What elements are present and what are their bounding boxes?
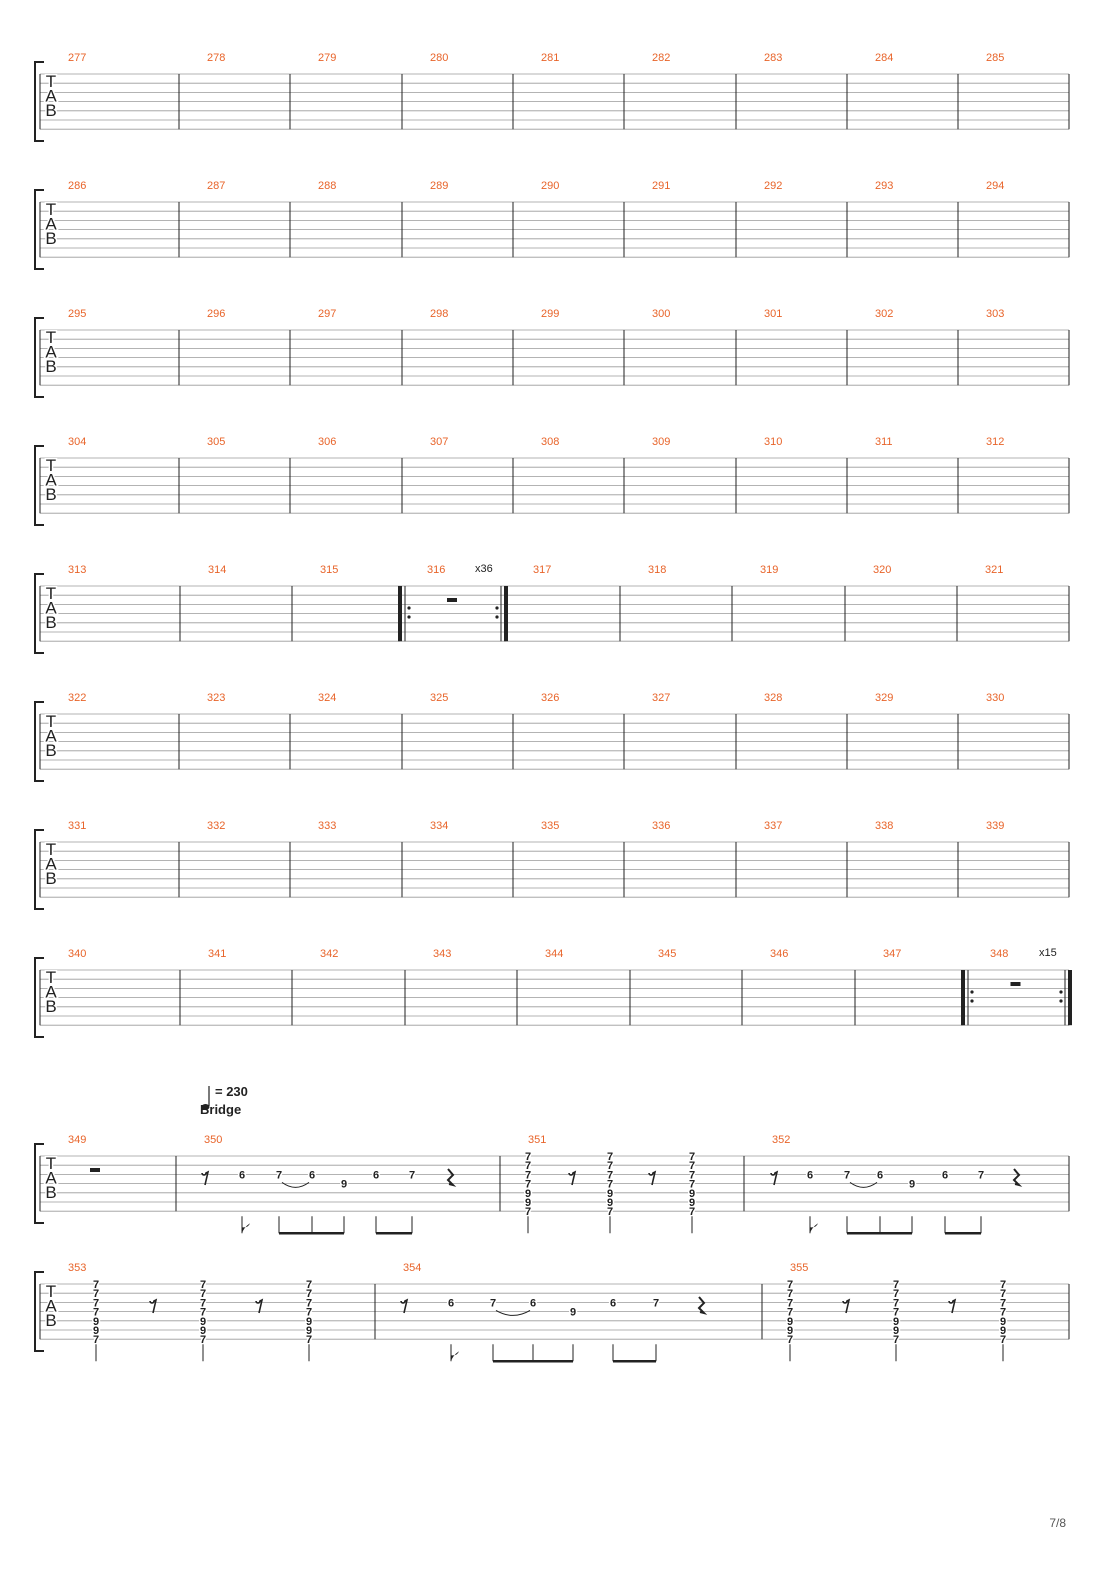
fret-number: 7 [786, 1288, 794, 1301]
measure-number: 330 [986, 692, 1005, 704]
fret-number: 7 [999, 1279, 1007, 1291]
fret-number: 7 [305, 1334, 313, 1347]
fret-number: 7 [408, 1169, 416, 1182]
eighth-rest [256, 1300, 262, 1313]
fret-number: 7 [688, 1178, 696, 1191]
repeat-start-thick-bar [398, 586, 402, 641]
repeat-dot [970, 999, 973, 1002]
fret-number: 6 [529, 1297, 537, 1310]
measure-number: 329 [875, 692, 894, 704]
measure-number: 354 [403, 1262, 422, 1274]
eighth-rest [202, 1172, 208, 1185]
measure-number: 286 [68, 180, 87, 192]
fret-number: 6 [941, 1169, 949, 1182]
tab-clef-letter: B [45, 997, 57, 1016]
repeat-section [961, 947, 1072, 1025]
tab-clef-letter: T [45, 712, 57, 731]
staff-system [35, 820, 1069, 909]
fret-number: 9 [892, 1315, 900, 1328]
staff-system [35, 947, 1072, 1037]
staff-system [35, 180, 1069, 269]
tab-clef-letter: B [45, 869, 57, 888]
measure-number: 344 [545, 948, 564, 960]
power-chord [306, 1279, 312, 1361]
fret-number: 6 [308, 1169, 316, 1182]
tab-clef-letter: A [45, 854, 57, 874]
tab-clef-letter: B [45, 1311, 57, 1330]
fret-number: 7 [606, 1206, 614, 1219]
fret-number: 7 [524, 1169, 532, 1182]
fret-number: 7 [606, 1169, 614, 1182]
fret-number: 7 [275, 1169, 283, 1182]
measure-number: 353 [68, 1262, 87, 1274]
measure-number: 328 [764, 692, 783, 704]
fret-number: 9 [999, 1325, 1007, 1337]
fret-number: 7 [92, 1279, 100, 1291]
measure-number: 290 [541, 180, 560, 192]
power-chord [93, 1279, 99, 1361]
repeat-section [398, 563, 508, 641]
eighth-rest [569, 1172, 575, 1185]
fret-number: 7 [524, 1178, 532, 1191]
tab-clef-letter: T [45, 840, 57, 859]
fret-number: 7 [524, 1160, 532, 1173]
bridge-system-b [93, 1279, 1006, 1361]
fret-number: 7 [92, 1297, 100, 1310]
measure-number: 291 [652, 180, 671, 192]
measure-number: 287 [207, 180, 226, 192]
tab-clef-letter: T [45, 72, 57, 91]
fret-number: 7 [786, 1306, 794, 1319]
fret-number: 7 [305, 1297, 313, 1310]
power-chord [893, 1279, 899, 1361]
fret-number: 7 [606, 1178, 614, 1191]
fret-number: 9 [305, 1315, 313, 1328]
fret-number: 7 [892, 1297, 900, 1310]
measure-number: 315 [320, 564, 339, 576]
fret-number: 9 [688, 1197, 696, 1209]
staff-system [35, 308, 1069, 397]
repeat-dot [1059, 999, 1062, 1002]
tempo-marking: = 230 [215, 1084, 248, 1099]
tab-clef-letter: T [45, 456, 57, 475]
tab-clef-letter: B [45, 741, 57, 760]
measure-number: 318 [648, 564, 667, 576]
fret-number: 7 [688, 1206, 696, 1219]
repeat-dot [970, 990, 973, 993]
tab-clef-letter: A [45, 470, 57, 490]
tab-clef-letter: B [45, 613, 57, 632]
fret-number: 7 [305, 1279, 313, 1291]
fret-number: 9 [999, 1315, 1007, 1328]
fret-number: 7 [92, 1288, 100, 1301]
staff-system [35, 52, 1069, 141]
half-rest [1011, 982, 1021, 986]
staff-system [35, 436, 1069, 525]
tab-clef-letter: A [45, 982, 57, 1002]
measure-number: 339 [986, 820, 1005, 832]
measure-number: 305 [207, 436, 226, 448]
tab-clef-letter: T [45, 200, 57, 219]
quarter-rest [1014, 1169, 1019, 1185]
tab-clef-letter: T [45, 328, 57, 347]
tab-clef-letter: A [45, 86, 57, 106]
eighth-rest [771, 1172, 777, 1185]
staff-system [35, 692, 1069, 781]
measure-number: 298 [430, 308, 449, 320]
measure-number: 302 [875, 308, 894, 320]
measure-number: 355 [790, 1262, 809, 1274]
tab-clef-letter: A [45, 214, 57, 234]
power-chord [200, 1279, 206, 1361]
measure-number: 326 [541, 692, 560, 704]
half-rest [447, 598, 457, 602]
measure-number: 335 [541, 820, 560, 832]
fret-number: 7 [688, 1151, 696, 1163]
power-chord [689, 1151, 695, 1233]
fret-number: 6 [609, 1297, 617, 1310]
fret-number: 9 [524, 1197, 532, 1209]
fret-number: 7 [999, 1306, 1007, 1319]
riff-group [401, 1297, 704, 1361]
measure-number: 334 [430, 820, 449, 832]
measure-number: 282 [652, 52, 671, 64]
fret-number: 9 [892, 1325, 900, 1337]
note-flag [810, 1223, 818, 1233]
fret-number: 7 [199, 1334, 207, 1347]
fret-number: 9 [688, 1187, 696, 1200]
measure-number: 322 [68, 692, 87, 704]
fret-number: 7 [892, 1306, 900, 1319]
measure-number: 310 [764, 436, 783, 448]
measure-number: 306 [318, 436, 337, 448]
fret-number: 9 [569, 1306, 577, 1319]
fret-number: 7 [199, 1279, 207, 1291]
fret-number: 9 [305, 1325, 313, 1337]
tie [496, 1310, 530, 1315]
fret-number: 9 [908, 1178, 916, 1191]
fret-number: 7 [524, 1151, 532, 1163]
fret-number: 7 [892, 1279, 900, 1291]
fret-number: 9 [199, 1325, 207, 1337]
measure-number: 296 [207, 308, 226, 320]
fret-number: 7 [524, 1206, 532, 1219]
tab-clef-letter: A [45, 1296, 57, 1316]
measure-number: 278 [207, 52, 226, 64]
repeat-dot [495, 606, 498, 609]
tab-clef-letter: A [45, 1168, 57, 1188]
fret-number: 9 [340, 1178, 348, 1191]
measure-number: 295 [68, 308, 87, 320]
measure-number: 284 [875, 52, 894, 64]
fret-number: 7 [688, 1160, 696, 1173]
measure-number: 348 [990, 948, 1009, 960]
measure-number: 340 [68, 948, 87, 960]
measure-number: 307 [430, 436, 449, 448]
quarter-rest [699, 1297, 704, 1313]
staff-system [35, 1262, 1069, 1351]
measure-number: 277 [68, 52, 87, 64]
eighth-rest [949, 1300, 955, 1313]
tab-clef-letter: T [45, 1282, 57, 1301]
measure-number: 297 [318, 308, 337, 320]
measure-number: 308 [541, 436, 560, 448]
measure-number: 341 [208, 948, 227, 960]
measure-number: 309 [652, 436, 671, 448]
fret-number: 7 [305, 1306, 313, 1319]
fret-number: 7 [977, 1169, 985, 1182]
measure-number: 300 [652, 308, 671, 320]
fret-number: 7 [92, 1334, 100, 1347]
fret-number: 7 [652, 1297, 660, 1310]
fret-number: 9 [786, 1325, 794, 1337]
tab-clef-letter: B [45, 485, 57, 504]
fret-number: 6 [372, 1169, 380, 1182]
half-rest [90, 1168, 100, 1172]
tab-clef-letter: T [45, 968, 57, 987]
tab-clef-letter: B [45, 1183, 57, 1202]
measure-number: 280 [430, 52, 449, 64]
eighth-rest [401, 1300, 407, 1313]
fret-number: 7 [92, 1306, 100, 1319]
note-flag [242, 1223, 250, 1233]
fret-number: 9 [199, 1315, 207, 1328]
riff-group [771, 1169, 1019, 1233]
tab-clef-letter: T [45, 1154, 57, 1173]
fret-number: 7 [199, 1288, 207, 1301]
tab-clef-letter: B [45, 229, 57, 248]
fret-number: 7 [786, 1297, 794, 1310]
tie [282, 1182, 309, 1187]
fret-number: 7 [786, 1334, 794, 1347]
measure-number: 345 [658, 948, 677, 960]
measure-number: 299 [541, 308, 560, 320]
section-label: Bridge [200, 1102, 242, 1117]
measure-number: 311 [875, 436, 893, 448]
measure-number: 351 [528, 1134, 547, 1146]
fret-number: 6 [238, 1169, 246, 1182]
measure-number: 321 [985, 564, 1004, 576]
tie [850, 1182, 877, 1187]
fret-number: 7 [892, 1288, 900, 1301]
repeat-dot [407, 615, 410, 618]
fret-number: 7 [199, 1297, 207, 1310]
measure-number: 327 [652, 692, 671, 704]
measure-number: 324 [318, 692, 337, 704]
repeat-end-thick-bar [1068, 970, 1072, 1025]
measure-number: 319 [760, 564, 779, 576]
repeat-dot [407, 606, 410, 609]
measure-number: 317 [533, 564, 552, 576]
measure-number: 352 [772, 1134, 791, 1146]
measure-number: 304 [68, 436, 87, 448]
fret-number: 7 [199, 1306, 207, 1319]
fret-number: 6 [447, 1297, 455, 1310]
measure-number: 346 [770, 948, 789, 960]
tab-clef-letter: B [45, 357, 57, 376]
measure-number: 281 [541, 52, 560, 64]
measure-number: 293 [875, 180, 894, 192]
measure-number: 337 [764, 820, 783, 832]
tab-clef-letter: B [45, 101, 57, 120]
fret-number: 7 [489, 1297, 497, 1310]
measure-number: 303 [986, 308, 1005, 320]
note-flag [451, 1351, 459, 1361]
fret-number: 9 [92, 1315, 100, 1328]
fret-number: 7 [305, 1288, 313, 1301]
fret-number: 7 [606, 1160, 614, 1173]
repeat-end-thick-bar [504, 586, 508, 641]
measure-number: 285 [986, 52, 1005, 64]
fret-number: 7 [999, 1288, 1007, 1301]
measure-number: 331 [68, 820, 87, 832]
repeat-dot [1059, 990, 1062, 993]
measure-number: 342 [320, 948, 339, 960]
page-number: 7/8 [1049, 1516, 1066, 1530]
measure-number: 288 [318, 180, 337, 192]
measure-number: 332 [207, 820, 226, 832]
repeat-dot [495, 615, 498, 618]
measure-number: 301 [764, 308, 783, 320]
repeat-start-thick-bar [961, 970, 965, 1025]
measure-number: 347 [883, 948, 902, 960]
measure-number: 325 [430, 692, 449, 704]
measure-number: 320 [873, 564, 892, 576]
measure-number: 316 [427, 564, 446, 576]
fret-number: 7 [786, 1279, 794, 1291]
tab-clef-letter: A [45, 342, 57, 362]
measure-number: 343 [433, 948, 452, 960]
fret-number: 6 [806, 1169, 814, 1182]
fret-number: 7 [999, 1334, 1007, 1347]
repeat-count: x36 [475, 563, 493, 575]
bridge-system-a [90, 1151, 1019, 1233]
tab-clef-letter: A [45, 726, 57, 746]
eighth-rest [649, 1172, 655, 1185]
power-chord [1000, 1279, 1006, 1361]
fret-number: 9 [524, 1187, 532, 1200]
quarter-rest [448, 1169, 453, 1185]
measure-number: 333 [318, 820, 337, 832]
power-chord [787, 1279, 793, 1361]
fret-number: 9 [606, 1187, 614, 1200]
fret-number: 7 [843, 1169, 851, 1182]
fret-number: 9 [786, 1315, 794, 1328]
fret-number: 9 [606, 1197, 614, 1209]
fret-number: 7 [999, 1297, 1007, 1310]
measure-number: 350 [204, 1134, 223, 1146]
fret-number: 6 [876, 1169, 884, 1182]
measure-number: 283 [764, 52, 783, 64]
measure-number: 312 [986, 436, 1005, 448]
tab-clef-letter: A [45, 598, 57, 618]
power-chord [525, 1151, 531, 1233]
measure-number: 349 [68, 1134, 87, 1146]
staff-system [35, 563, 1069, 653]
measure-number: 313 [68, 564, 87, 576]
fret-number: 9 [92, 1325, 100, 1337]
repeat-count: x15 [1039, 947, 1057, 959]
measure-number: 292 [764, 180, 783, 192]
eighth-rest [843, 1300, 849, 1313]
measure-number: 279 [318, 52, 337, 64]
measure-number: 336 [652, 820, 671, 832]
measure-number: 338 [875, 820, 894, 832]
measure-number: 323 [207, 692, 226, 704]
riff-group [202, 1169, 453, 1233]
power-chord [607, 1151, 613, 1233]
fret-number: 7 [688, 1169, 696, 1182]
measure-number: 294 [986, 180, 1005, 192]
fret-number: 7 [606, 1151, 614, 1163]
measure-number: 314 [208, 564, 227, 576]
tab-clef-letter: T [45, 584, 57, 603]
eighth-rest [150, 1300, 156, 1313]
fret-number: 7 [892, 1334, 900, 1347]
measure-number: 289 [430, 180, 449, 192]
